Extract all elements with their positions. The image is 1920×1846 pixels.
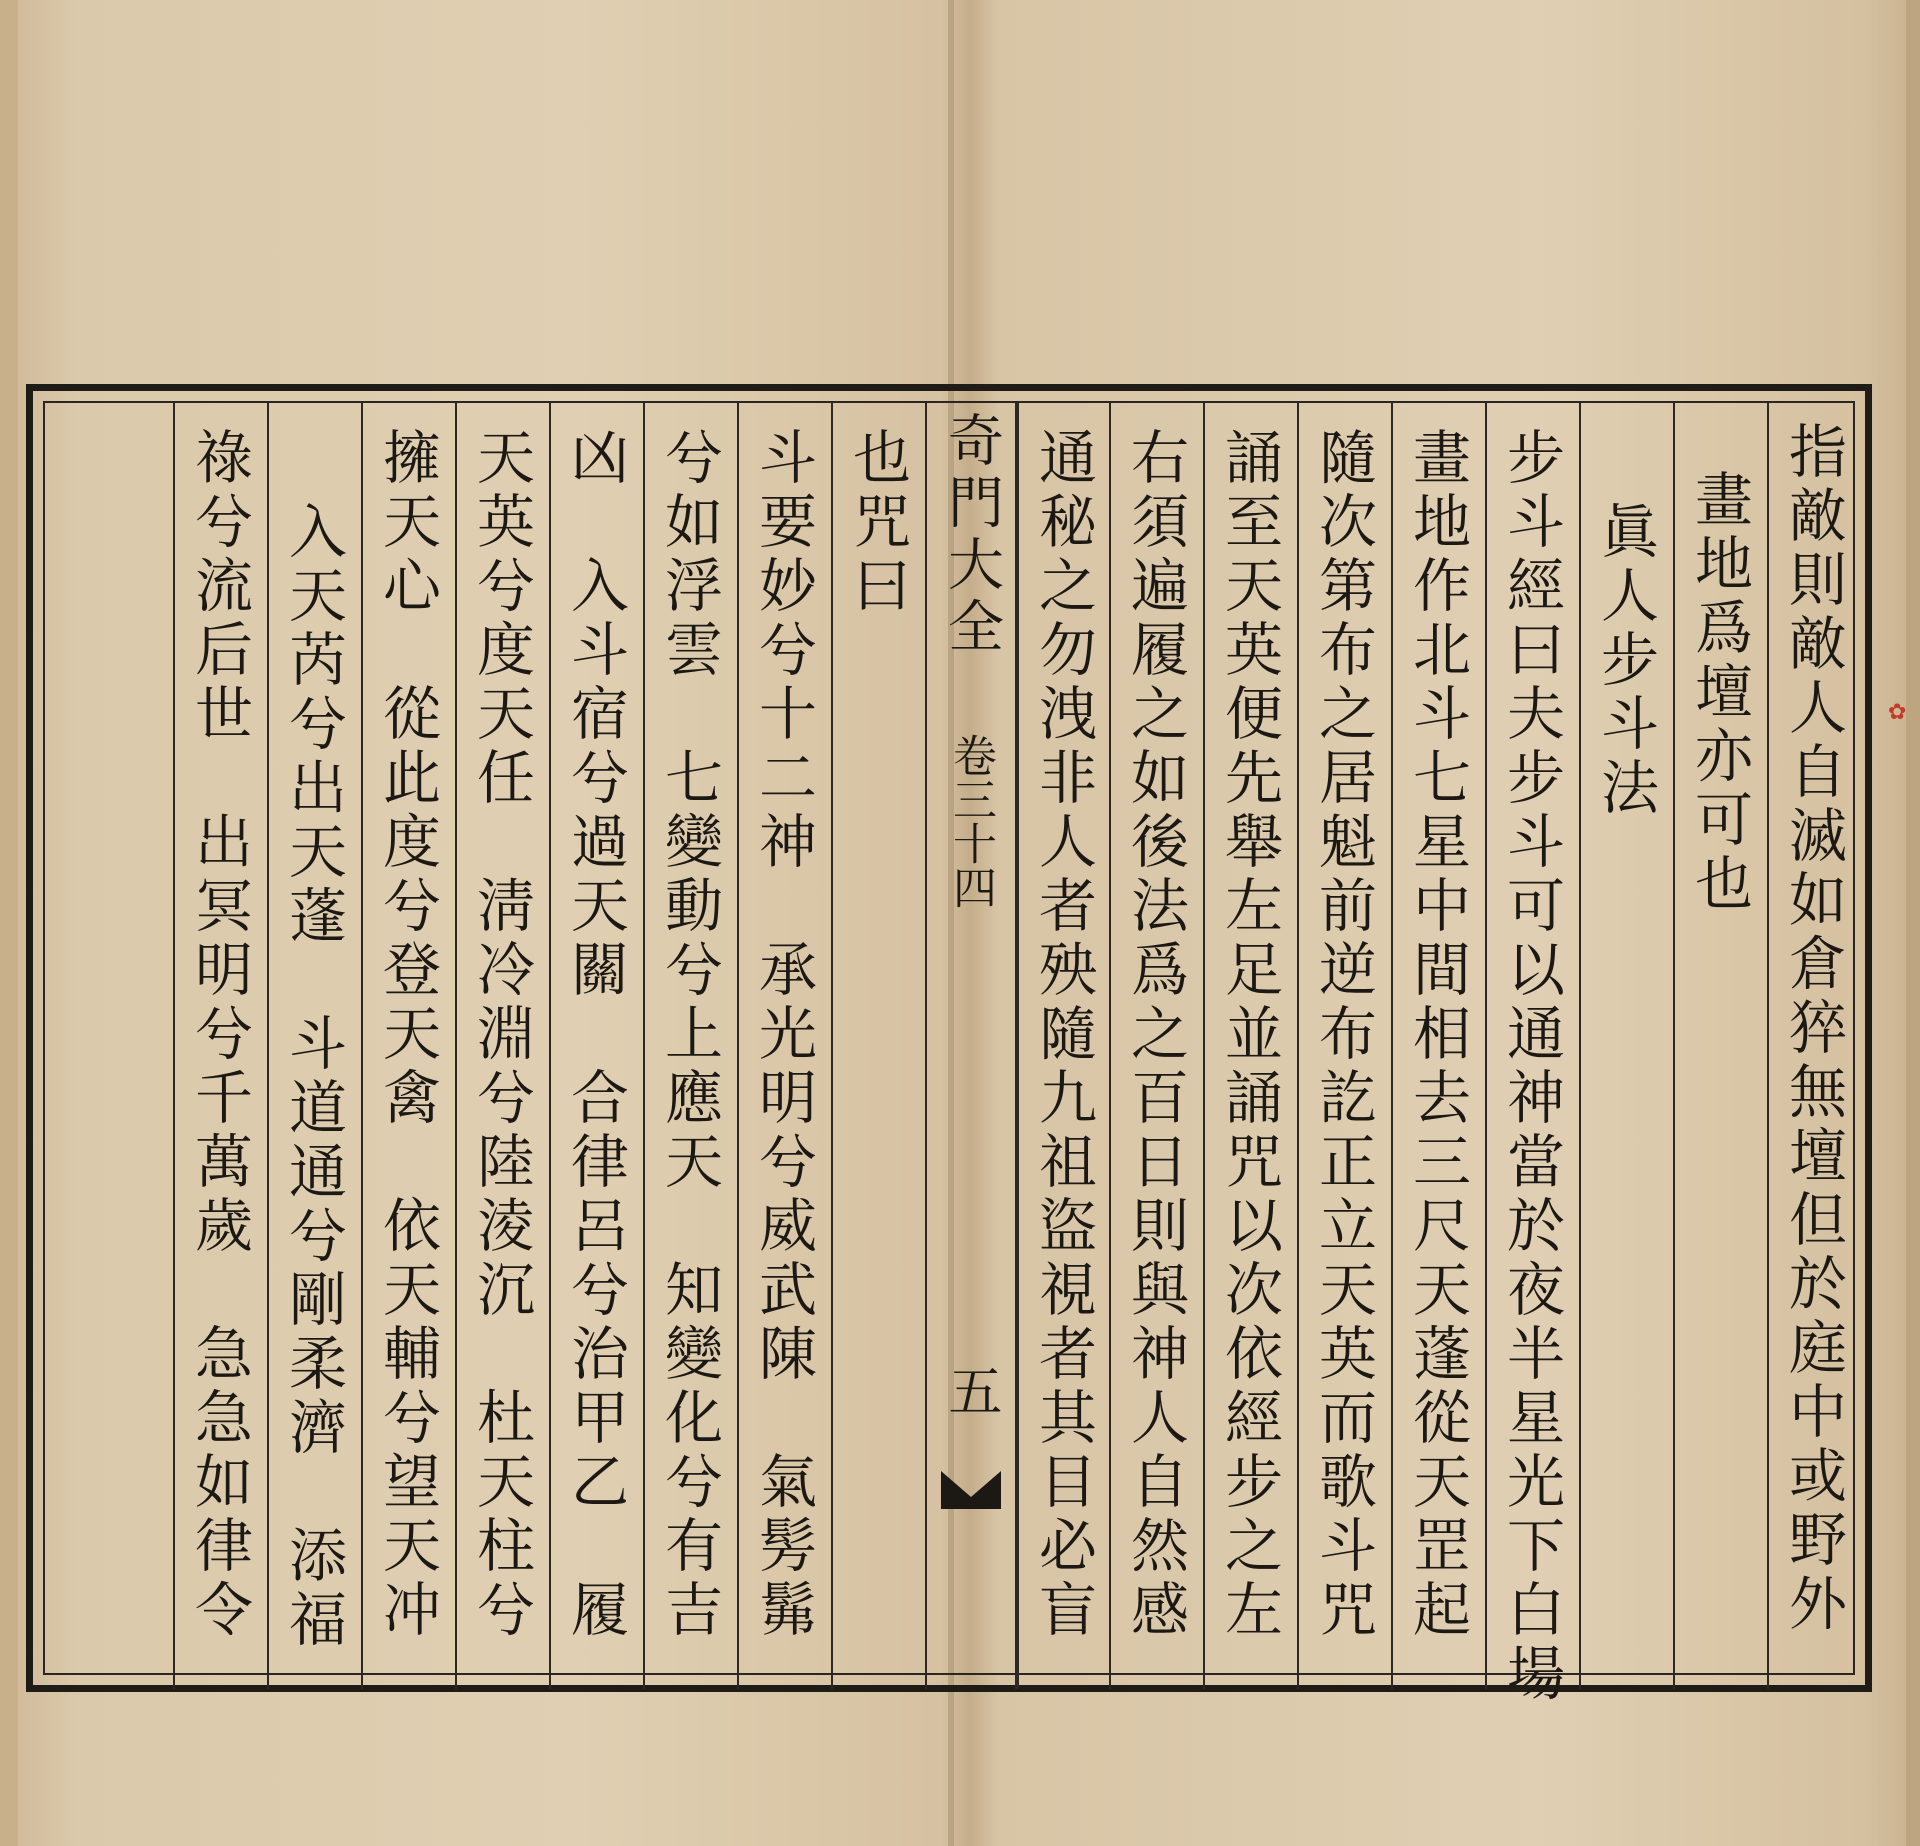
right-column-3 — [1579, 403, 1671, 1689]
column-text: 天英兮度天任 淸冷淵兮陸淩沉 杜天柱兮 — [467, 427, 535, 1643]
left-column-4 — [549, 403, 641, 1689]
page-number: 五 — [940, 1363, 1003, 1417]
column-text: 兮如浮雲 七變動兮上應天 知變化兮有吉 — [655, 427, 723, 1643]
left-column-5 — [455, 403, 547, 1689]
right-column-5 — [1391, 403, 1483, 1689]
column-text: 眞人步斗法 — [1591, 501, 1659, 821]
column-text: 擁天心 從此度兮登天禽 依天輔兮望天冲 — [373, 427, 441, 1643]
text-frame-inner — [43, 401, 1855, 1707]
left-column-7 — [267, 403, 359, 1689]
text-frame — [26, 384, 1872, 1707]
fishtail-mark-icon — [939, 1467, 1003, 1513]
column-text: 凶 入斗宿兮過天關 合律呂兮治甲乙 履 — [561, 427, 629, 1643]
left-column-6 — [361, 403, 453, 1689]
right-column-7 — [1203, 403, 1295, 1689]
column-text: 指敵則敵人自滅如倉猝無壇但於庭中或野外 — [1779, 421, 1847, 1637]
right-page-edge — [1906, 0, 1920, 1846]
right-column-1 — [1767, 403, 1859, 1689]
volume-label: 卷三十四 — [945, 733, 996, 909]
column-text: 誦至天英便先舉左足並誦咒以次依經步之左 — [1215, 427, 1283, 1643]
book-title: 奇門大全 — [939, 411, 1004, 659]
column-text: 隨次第布之居魁前逆布訖正立天英而歌斗咒 — [1309, 427, 1377, 1643]
left-column-8 — [173, 403, 265, 1689]
column-text: 斗要妙兮十二神 承光明兮威武陳 氣髣髴 — [749, 427, 817, 1643]
column-text: 右須遍履之如後法爲之百日則與神人自然感 — [1121, 427, 1189, 1643]
right-column-4 — [1485, 403, 1577, 1707]
right-column-8 — [1109, 403, 1201, 1689]
column-text: 通秘之勿洩非人者殃隨九祖盜視者其目必盲 — [1029, 427, 1097, 1643]
right-column-6 — [1297, 403, 1389, 1689]
right-column-2 — [1673, 403, 1765, 1689]
column-text: 入天芮兮出天蓬 斗道通兮剛柔濟 添福 — [279, 501, 347, 1653]
right-column-9 — [1017, 403, 1109, 1689]
left-column-1 — [831, 403, 923, 1689]
column-text: 畫地作北斗七星中間相去三尺天蓬從天罡起 — [1403, 427, 1471, 1643]
red-seal-mark: ✿ — [1888, 700, 1907, 725]
left-page-edge — [0, 0, 18, 1846]
column-text: 祿兮流后世 出冥明兮千萬歲 急急如律令 — [185, 427, 253, 1643]
column-text: 也咒曰 — [843, 427, 911, 619]
fold-column — [925, 403, 1017, 1689]
column-text: 畫地爲壇亦可也 — [1685, 469, 1753, 917]
left-column-3 — [643, 403, 735, 1689]
column-text: 步斗經曰夫步斗可以通神當於夜半星光下白場 — [1497, 427, 1565, 1707]
left-column-2 — [737, 403, 829, 1689]
